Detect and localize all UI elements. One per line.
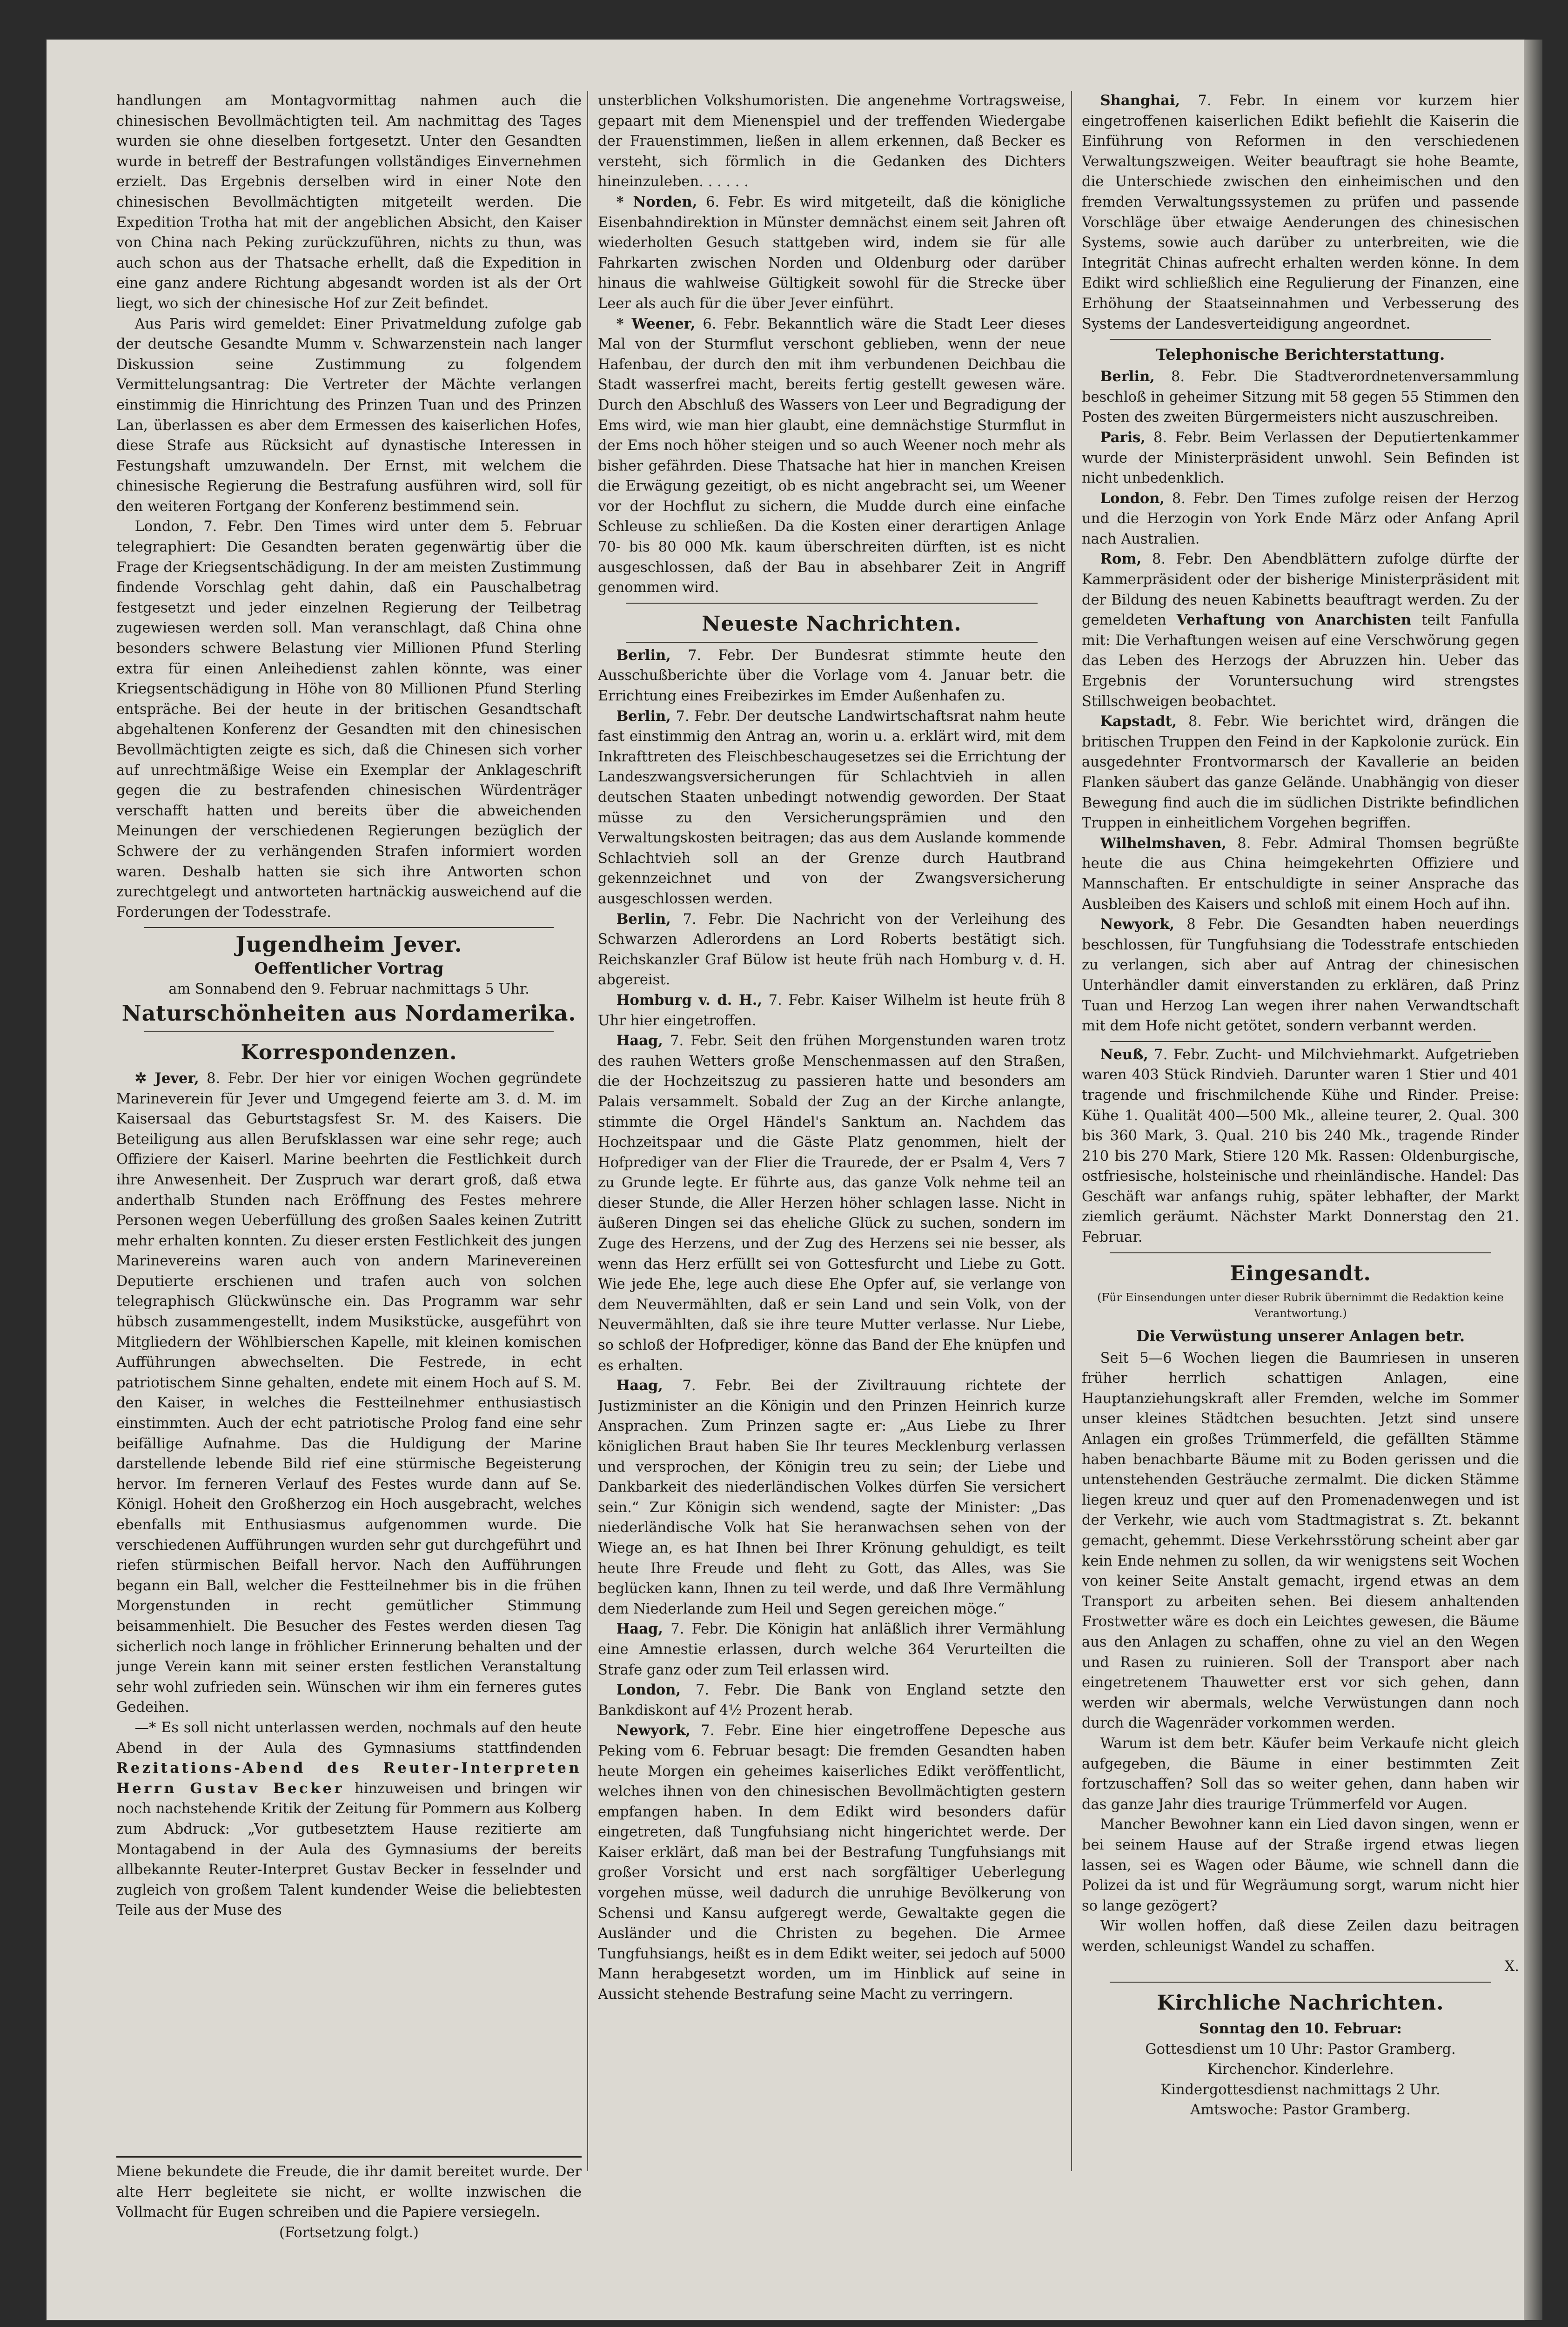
korrespondenz-weener: * Weener, 6. Febr. Bekanntlich wäre die Stadt Leer dieses Mal von der Sturmflut verschont geblieben, wenn der neue Hafenbau, der durch den mit ihm verbundenen Deichbau die Stadt wasserfrei macht, bereits fertig gestellt gewesen wäre. Durch den Abschluß des Wassers von Leer und Begradigung der Ems wird, wie man hier glaubt, eine demnächstige Sturmflut in der Ems noch höher steigen und so auch Weener noch mehr als bisher gefährden. Diese Thatsache hat hier in manchen Kreisen die Erwägung gezeitigt, ob es nicht angebracht sei, um Weener vor der Hochflut zu sichern, die Mudde durch eine einfache Schleuse zu schließen. Da die Kosten einer derartigen Anlage 70- bis 80 000 Mk. kaum überschreiten dürften, ist es nicht ausgeschlossen, daß der Bau in absehbarer Zeit in Angriff genommen wird. [598, 315, 1065, 596]
dateline: Kapstadt, [1100, 713, 1177, 730]
section-title-korrespondenzen: Korrespondenzen. [241, 1040, 457, 1064]
feuilleton-rule [116, 2156, 582, 2158]
jugendheim-date: am Sonnabend den 9. Februar nachmittags 5 Uhr. [168, 981, 529, 998]
korrespondenz-jever: ✲ Jever, 8. Febr. Der hier vor einigen Wochen gegründete Marineverein für Jever und Umgegend feierte am 3. d. M. im Kaisersaal das Geburtstagsfest Sr. M. des Kaisers. Die Beteiligung aus allen Berufsklassen war eine sehr rege; auch Offiziere der Kaiserl. Marine beehrten die Festlichkeit durch ihre Anwesenheit. Der Zuspruch war derart groß, daß etwa anderthalb Stunden nach Eröffnung des Festes mehrere Personen wegen Ueberfüllung des großen Saales keinen Zutritt mehr erhalten konnten. Zu dieser ersten Festlichkeit des jungen Marinevereins waren auch von andern Marinevereinen Deputierte erschienen und trafen auch von solchen telegraphisch Glückwünsche ein. Das Programm war sehr hübsch zusammengestellt, indem Musikstücke, ausgeführt von Mitgliedern der Wöhlbierschen Kapelle, mit kleinen komischen Aufführungen abwechselten. Die Festrede, in echt patriotischem Sinne gehalten, endete mit einem Hoch auf S. M. den Kaiser, in welches die Festteilnehmer enthusiastisch einstimmten. Auch der echt patriotische Prolog fand eine sehr beifällige Aufnahme. Das die Huldigung der Marine darstellende lebende Bild rief eine stürmische Begeisterung hervor. Im ferneren Verlauf des Festes wurde dann auf Se. Königl. Hoheit den Großherzog ein Hoch ausgebracht, welches ebenfalls mit Enthusiasmus aufgenommen wurde. Die verschiedenen Aufführungen wurden sehr gut durchgeführt und riefen stürmischen Beifall hervor. Nach den Aufführungen begann ein Ball, welcher die Festteilnehmer bis in die frühen Morgenstunden in recht gemütlicher Stimmung beisammenhielt. Die Besucher des Festes werden diesen Tag sicherlich noch lange in fröhlicher Erinnerung behalten und der junge Verein kann mit seiner ersten festlichen Veranstaltung sehr wohl zufrieden sein. Wünschen wir ihm ein ferneres gutes Gedeihen. [116, 1069, 582, 1716]
newspaper-page [47, 40, 1524, 2320]
eingesandt-text: Warum ist dem betr. Käufer beim Verkaufe nicht gleich aufgegeben, die Bäume in einer bestimmten Zeit fortzuschaffen? Soll das so weiter gehen, dann haben wir das ganze Jahr dies traurige Trümmerfeld vor Augen. [1082, 1735, 1519, 1813]
market-report: Neuß, 7. Febr. Zucht- und Milchviehmarkt. Aufgetrieben waren 403 Stück Rindvieh. Darunter waren 1 Stier und 401 tragende und frischmilchende Kühe und Rinder. Preise: Kühe 1. Qualität 400—500 Mk., alleine teurer, 2. Qual. 300 bis 360 Mark, 3. Qual. 210 bis 240 Mk., tragende Rinder 210 bis 270 Mark, Stiere 120 Mk. Rassen: Oldenburgische, ostfriesische, holsteinische und rheinländische. Handel: Das Geschäft war anfangs ruhig, später lebhafter, der Markt ziemlich geräumt. Nächster Markt Donnerstag den 21. Februar. [1082, 1046, 1519, 1246]
section-title-telephonische: Telephonische Berichterstattung. [1156, 345, 1445, 364]
divider [626, 603, 1038, 604]
tel-item: Paris, 8. Febr. Beim Verlassen der Deputiertenkammer wurde der Ministerpräsident unwohl. Sein Befinden ist nicht unbedenklich. [1082, 429, 1519, 487]
news-item: Haag, 7. Febr. Seit den frühen Morgenstunden waren trotz des rauhen Wetters große Menschenmassen auf den Straßen, die der Hochzeitszug zu passieren hatte und besonders am Palais versammelt. Sobald der Zug an der Kirche anlangte, stimmte die Orgel Händel's Sanktum an. Nachdem das Hochzeitspaar und die Gäste Platz genommen, hielt der Hofprediger van der Flier die Traurede, der er Psalm 4, Vers 7 zu Grunde legte. Er führte aus, das ganze Volk nehme teil an dieser Stunde, die Aller Herzen höher schlagen lasse. Nicht in äußeren Dingen sei das eheliche Glück zu suchen, sondern im Zuge des Herzens, und der Zug des Herzens sei nie besser, als wenn das Herz erfüllt sei von Gottesfurcht und Liebe zu Gott. Wie jede Ehe, lege auch diese Ehe Opfer auf, sie verlange von dem Neuvermählten, daß er sein Land und sein Volk, von der Neuvermählten, daß sie ihre teure Mutter verlasse. Nur Liebe, so schloß der Hofprediger, könne das Band der Ehe knüpfen und es erhalten. [598, 1032, 1065, 1374]
news-item: Haag, 7. Febr. Die Königin hat anläßlich ihrer Vermählung eine Amnestie erlassen, durch welche 364 Verurteilten die Strafe ganz oder zum Teil erlassen wird. [598, 1621, 1065, 1678]
dateline: Shanghai, [1100, 92, 1180, 109]
dateline: * Weener, [616, 315, 696, 332]
divider [626, 642, 1038, 643]
dateline: Haag, [616, 1621, 663, 1638]
news-item: London, 7. Febr. Die Bank von England setzte den Bankdiskont auf 4½ Prozent herab. [598, 1681, 1065, 1719]
section-title-kirchliche: Kirchliche Nachrichten. [1157, 1991, 1444, 2015]
dateline: Haag, [616, 1032, 663, 1049]
section-title-eingesandt: Eingesandt. [1230, 1261, 1371, 1285]
divider [144, 927, 554, 928]
divider [144, 1031, 554, 1032]
eingesandt-text: Wir wollen hoffen, daß diese Zeilen dazu beitragen werden, schleunigst Wandel zu schaffen. [1082, 1918, 1519, 1955]
divider [1110, 1041, 1491, 1042]
tel-item: Rom, 8. Febr. Den Abendblättern zufolge dürfte der Kammerpräsident oder der bisherige Ministerpräsident mit der Bildung des neuen Kabinetts beauftragt werden. Zu der gemeldeten Verhaftung von Anarchisten teilt Fanfulla mit: Die Verhaftungen weisen auf eine Verschwörung gegen das Leben des Herzogs der Abruzzen hin. Ueber das Ergebnis der Voruntersuchung wird strengstes Stillschweigen beobachtet. [1082, 551, 1519, 710]
news-item: Newyork, 7. Febr. Eine hier eingetroffene Depesche aus Peking vom 6. Februar besagt: Die fremden Gesandten haben heute Morgen ein geheimes kaiserliches Edikt veröffentlicht, welches ihnen von den chinesischen Bevollmächtigten gestern empfangen haben. In dem Edikt wird besonders dafür eingetreten, daß Tungfuhsiang nicht hingerichtet werde. Der Kaiser erklärt, daß man bei der Bestrafung Tungfuhsiangs mit großer Vorsicht und erst nach sorgfältiger Ueberlegung vorgehen müsse, weil dadurch die unruhige Bevölkerung von Schensi und Kansu aufgeregt werde, Gewaltakte gegen die Ausländer und die Christen zu begehen. Die Armee Tungfuhsiangs, heißt es in dem Edikt weiter, sei jedoch auf 5000 Mann herabgesetzt worden, um im Hinblick auf seine in Aussicht stehende Bestrafung seine Macht zu verringern. [598, 1722, 1065, 2003]
news-item: Berlin, 7. Febr. Der Bundesrat stimmte heute den Ausschußberichte über die Vorlage vom 4. Januar betr. die Errichtung eines Freibezirkes im Emder Außenhafen zu. [598, 646, 1065, 705]
news-item: Berlin, 7. Febr. Die Nachricht von der Verleihung des Schwarzen Adlerordens an Lord Roberts bestätigt sich. Reichskanzler Graf Bülow ist heute früh nach Homburg v. d. H. abgereist. [598, 910, 1065, 989]
dateline: Wilhelmshaven, [1100, 834, 1226, 852]
tel-item: Kapstadt, 8. Febr. Wie berichtet wird, drängen die britischen Truppen den Feind in der Kapkolonie zurück. Ein ausgedehnter Frontvormarsch der Kavallerie an beiden Flanken säubert das ganze Gelände. Unabhängig von dieser Bewegung find auch die im südlichen Distrikte befindlichen Truppen in einheitlichem Vorgehen begriffen. [1082, 713, 1519, 832]
news-item: Haag, 7. Febr. Bei der Ziviltrauung richtete der Justizminister an die Königin und den Prinzen Heinrich kurze Ansprachen. Zum Prinzen sagte er: „Aus Liebe zu Ihrer königlichen Braut haben Sie Ihr teures Mecklenburg verlassen und versprochen, der Königin treu zu sein; der Liebe und Dankbarkeit des niederländischen Volkes dürfen Sie versichert sein.“ Zur Königin sich wendend, sagte der Minister: „Das niederländische Volk hat Sie heranwachsen sehen von der Wiege an, es hat Ihnen bei Ihrer Krönung gehuldigt, es teilt heute Ihre Freude und fleht zu Gott, das Alles, was Sie beglücken kann, Ihnen zu teil werde, und daß Ihre Vermählung dem Niederlande zum Heil und Segen gereichen möge.“ [598, 1377, 1065, 1617]
church-line: Kindergottesdienst nachmittags 2 Uhr. [1160, 2081, 1441, 2098]
jugendheim-title: Jugendheim Jever. [235, 932, 462, 957]
church-line: Kirchenchor. Kinderlehre. [1207, 2061, 1394, 2078]
section-title-neueste-nachrichten: Neueste Nachrichten. [702, 612, 962, 636]
tel-item: Berlin, 8. Febr. Die Stadtverordnetenversammlung beschloß in geheimer Sitzung mit 58 gegen 55 Stimmen den Posten des zweiten Bürgermeisters nicht auszuschreiben. [1082, 368, 1519, 426]
feuilleton-continued: (Fortsetzung folgt.) [279, 2224, 419, 2241]
dateline: Berlin, [616, 707, 671, 725]
eingesandt-signature: X. [1504, 1958, 1519, 1975]
tel-item: Wilhelmshaven, 8. Febr. Admiral Thomsen begrüßte heute die aus China heimgekehrten Offiziere und Mannschaften. Er entschuldigte in seiner Ansprache das Ausbleiben des Kaisers und schloß mit einem Hoch auf ihn. [1082, 834, 1519, 913]
dateline: Berlin, [616, 646, 671, 664]
korrespondenz-norden: * Norden, 6. Febr. Es wird mitgeteilt, daß die königliche Eisenbahndirektion in Münster demnächst einem seit Jahren oft wiederholten Gesuch stattgeben wird, indem sie für alle Fahrkarten zwischen Norden und Oldenburg oder darüber hinaus die wahlweise Gültigkeit sowohl für die Strecke über Leer als auch für die über Jever einführt. [598, 193, 1065, 312]
dateline: Rom, [1100, 551, 1142, 568]
eingesandt-subtitle: Die Verwüstung unserer Anlagen betr. [1136, 1326, 1465, 1345]
church-date: Sonntag den 10. Februar: [1199, 2020, 1402, 2038]
divider [1110, 1252, 1491, 1253]
jugendheim-topic: Naturschönheiten aus Nordamerika. [121, 1000, 576, 1026]
dateline: Homburg v. d. H., [616, 991, 763, 1009]
divider [1110, 1982, 1491, 1983]
feuilleton [116, 2162, 582, 2243]
dateline: Neuß, [1100, 1046, 1148, 1063]
dateline: London, [1100, 490, 1165, 507]
dateline: ✲ Jever, [134, 1069, 199, 1087]
column-rule-1 [587, 91, 588, 2171]
feuilleton-text: Miene bekundete die Freude, die ihr damit bereitet wurde. Der alte Herr begleitete sie nicht, er wollte inzwischen die Vollmacht für Eugen schreiben und die Papiere versiegeln. [116, 2164, 582, 2221]
dateline: Berlin, [616, 910, 671, 928]
dateline: London, [616, 1681, 681, 1699]
news-item: Homburg v. d. H., 7. Febr. Kaiser Wilhelm ist heute früh 8 Uhr hier eingetroffen. [598, 991, 1065, 1029]
tel-item: London, 8. Febr. Den Times zufolge reisen der Herzog und die Herzogin von York Ende März oder Anfang April nach Australien. [1082, 490, 1519, 547]
column-rule-2 [1071, 91, 1072, 2171]
rezitation-continued: unsterblichen Volkshumoristen. Die angenehme Vortragsweise, gepaart mit dem Mienenspiel und der treffenden Wiedergabe der Frauenstimmen, ließen in allem erkennen, daß Becker es versteht, sich förmlich in die Gedanken des Dichters hineinzuleben. . . . . . [598, 93, 1065, 190]
dateline: Haag, [616, 1377, 663, 1394]
column-3 [1082, 91, 1519, 2152]
eingesandt-text: Mancher Bewohner kann ein Lied davon singen, wenn er bei seinem Hause auf der Straße irgend etwas liegen lassen, sei es Wagen oder Bäume, wie schnell dann die Polizei da ist und für Wegräumung sorgt, warum nicht hier so lange gezögert? [1082, 1816, 1519, 1914]
church-line: Gottesdienst um 10 Uhr: Pastor Gramberg. [1145, 2041, 1456, 2058]
tel-item: Newyork, 8 Febr. Die Gesandten haben neuerdings beschlossen, für Tungfuhsiang die Todesstrafe entschieden zu verlangen, sich aber auf Antrag der chinesischen Unterhändler damit einverstanden zu erklären, daß Prinz Tuan und Herzog Lan wegen ihrer nahen Verwandtschaft mit dem Hofe nicht getötet, sondern verbannt werden. [1082, 916, 1519, 1035]
dateline: Berlin, [1100, 368, 1155, 385]
korrespondenz-rezitation: —* Es soll nicht unterlassen werden, nochmals auf den heute Abend in der Aula des Gymnasiums stattfindenden Rezitations-Abend des Reuter-Interpreten Herrn Gustav Becker hinzuweisen und bringen wir noch nachstehende Kritik der Zeitung für Pommern aus Kolberg zum Abdruck: „Vor gutbesetztem Hause rezitierte am Montagabend in der Aula des Gymnasiums der bereits allbekannte Reuter-Interpret Gustav Becker in fesselnder und zugleich von großem Talent kundender Weise die beliebtesten Teile aus der Muse des [116, 1719, 582, 1919]
dateline: Newyork, [1100, 916, 1175, 933]
dateline: Paris, [1100, 429, 1146, 446]
eingesandt-note: (Für Einsendungen unter dieser Rubrik übernimmt die Redaktion keine Verantwortung.) [1097, 1291, 1504, 1320]
eingesandt-text: Seit 5—6 Wochen liegen die Baumriesen in unseren früher herrlich schattigen Anlagen, eine Hauptanziehungskraft aller Fremden, welche im Sommer unser kleines Städtchen besuchten. Jetzt sind unsere Anlagen ein großes Trümmerfeld, die gefällten Stämme haben benachbarte Bäume mit zu Boden gerissen und die untenstehenden Gesträuche zermalmt. Die dicken Stämme liegen kreuz und quer auf den Promenadenwegen und ist der Verkehr, wie auch vom Stadtmagistrat s. Zt. bekannt gemacht, gehemmt. Diese Verkehrsstörung scheint aber gar kein Ende nehmen zu sollen, da wir wenigstens seit Wochen von keiner Seite Anstalt gemacht, irgend etwas an dem Transport zu arbeiten sehen. Bei diesem anhaltenden Frostwetter wäre es doch ein Leichtes gewesen, die Bäume aus den Anlagen zu schaffen, ohne zu viel an den Wegen und Rasen zu ruinieren. Soll der Transport aber nach eingetretenem Thauwetter erst vor sich gehen, dann werden wir abermals, welche Verwüstungen dann noch durch die Wagenräder vorkommen werden. [1082, 1350, 1519, 1732]
column-1 [116, 91, 582, 2152]
column-2 [598, 91, 1065, 2152]
news-item: Berlin, 7. Febr. Der deutsche Landwirtschaftsrat nahm heute fast einstimmig den Antrag an, worin u. a. erklärt wird, mit dem Inkrafttreten des Fleischbeschaugesetzes sei die Errichtung der Landeszwangsversicherungen für Schlachtvieh in allen deutschen Staaten unbedingt notwendig geworden. Der Staat müsse zu den Versicherungsprämien und den Verwaltungskosten beitragen; das aus dem Auslande kommende Schlachtvieh soll an der Grenze durch Hautbrand gekennzeichnet und von der Zwangsversicherung ausgeschlossen werden. [598, 707, 1065, 907]
jugendheim-subtitle: Oeffentlicher Vortrag [254, 959, 444, 978]
church-line: Amtswoche: Pastor Gramberg. [1190, 2102, 1411, 2119]
divider [1110, 339, 1491, 340]
news-item-shanghai: Shanghai, 7. Febr. In einem vor kurzem hier eingetroffenen kaiserlichen Edikt befiehlt die Kaiserin die Einführung von Reformen in den verschiedenen Verwaltungszweigen. Weiter beauftragt sie hohe Beamte, die Unterschiede zwischen den einheimischen und den fremden Verwaltungssystemen zu prüfen und passende Vorschläge über etwaige Aenderungen des chinesischen Systems, sowie auch darüber zu unterbreiten, wie die Integrität Chinas aufrecht erhalten werden könne. In dem Edikt wird schließlich eine Regulierung der Finanzen, eine Erhöhung der Staatseinnahmen und Verbesserung des Systems der Landesverteidigung angeordnet. [1082, 92, 1519, 332]
london-report: London, 7. Febr. Den Times wird unter dem 5. Februar telegraphiert: Die Gesandten beraten gegenwärtig über die Frage der Kriegsentschädigung. In der am meisten Zustimmung findende Vorschlag geht dahin, daß ein Pauschalbetrag festgesetzt und jeder einzelnen Regierung der Teilbetrag zugewiesen werden soll. Man veranschlagt, daß China ohne besonders schwere Belastung vier Millionen Pfund Sterling extra für einen Anleihedienst zahlen könnte, was einer Kriegsentschädigung in Höhe von 80 Millionen Pfund Sterling entspräche. Bei der heute in der britischen Gesandtschaft abgehaltenen Konferenz der Gesandten mit den chinesischen Bevollmächtigten zeigte es sich, daß die Chinesen sich vorher auf unrechtmäßige Weise ein Exemplar der Anklageschrift gegen die zu bestrafenden chinesischen Würdenträger verschafft hatten und bereits über die abweichenden Meinungen der verschiedenen Regierungen bezüglich der Schwere der zu verhängenden Strafen informiert worden waren. Deshalb hatten sie sich ihre Antworten schon zurechtgelegt und antworteten hartnäckig ausweichend auf die Forderungen der Todesstrafe. [116, 518, 582, 921]
dateline: * Norden, [616, 193, 697, 210]
paris-report: Aus Paris wird gemeldet: Einer Privatmeldung zufolge gab der deutsche Gesandte Mumm v. Schwarzenstein nach langer Diskussion seine Zustimmung zu folgendem Vermittelungsantrag: Die Vertreter der Mächte verlangen einstimmig die Hinrichtung des Prinzen Tuan und des Prinzen Lan, überlassen es aber dem Ermessen des kaiserlichen Hofes, diese Strafe aus Rücksicht auf dynastische Interessen in Festungshaft umzuwandeln. Der Ernst, mit welchem die chinesische Regierung die Bestrafung ausführen wird, soll für den weiteren Fortgang der Konferenz bestimmend sein. [116, 316, 582, 515]
china-negotiations-text: handlungen am Montagvormittag nahmen auch die chinesischen Bevollmächtigten teil. Am nachmittag des Tages wurden sie ohne dieselben fortgesetzt. Unter den Gesandten wurde in betreff der Bestrafungen vollständiges Einvernehmen erzielt. Das Ergebnis derselben wird in einer Note den chinesischen Bevollmächtigten mitgeteilt werden. Die Expedition Trotha hat mit der angeblichen Absicht, den Kaiser von China nach Peking zurückzuführen, nichts zu thun, was auch schon aus der Thatsache erhellt, daß die Expedition in eine ganz andere Richtung abgesandt worden ist als der Ort liegt, wo sich der chinesische Hof zur Zeit befindet. [116, 93, 582, 312]
dateline: Newyork, [616, 1722, 691, 1739]
